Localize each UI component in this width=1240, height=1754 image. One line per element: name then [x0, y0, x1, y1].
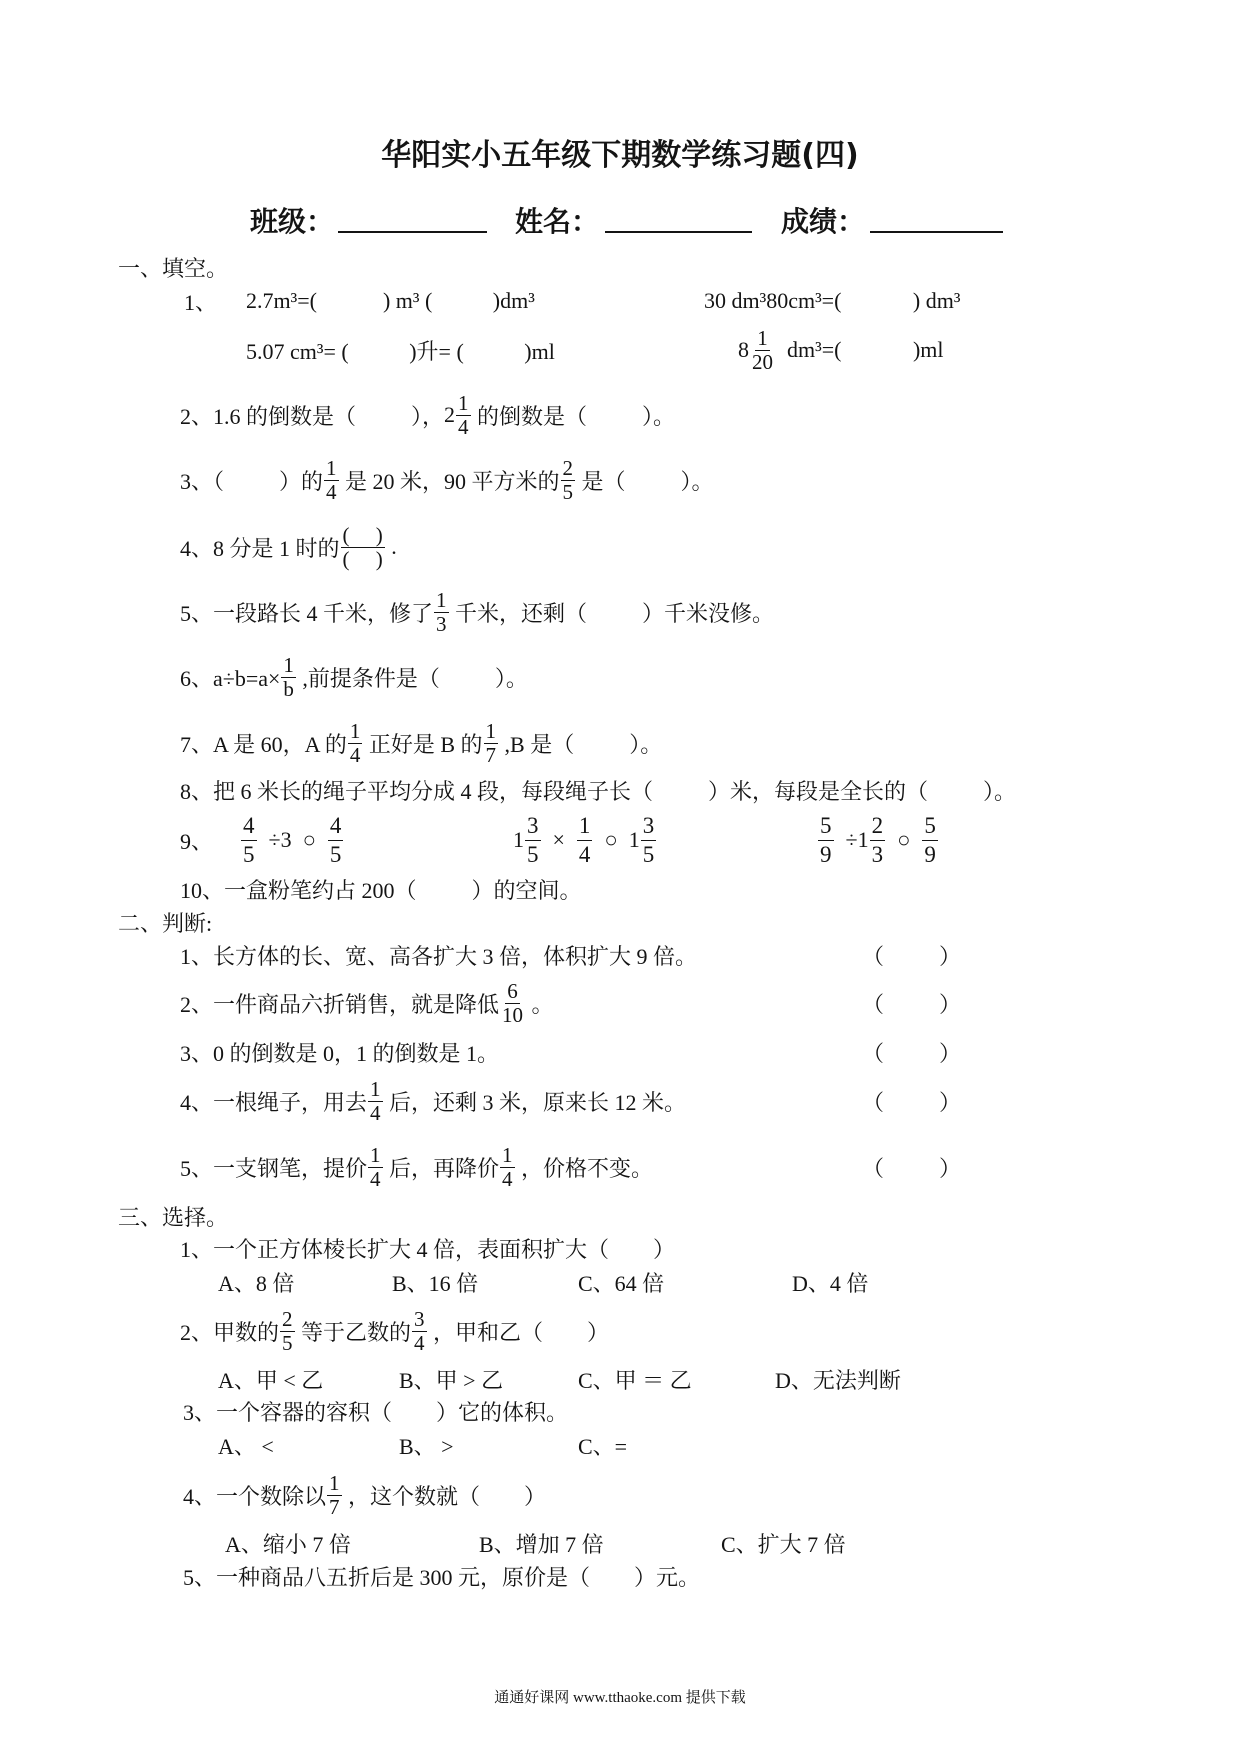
- fraction-numerator: 1: [436, 587, 447, 612]
- judge-question-5: [180, 1137, 653, 1197]
- fraction-numerator: 1: [283, 652, 294, 677]
- fraction: [368, 1142, 383, 1191]
- choice-2-option-c: C、甲 ＝ 乙: [578, 1367, 692, 1393]
- choice-1-option-a: A、8 倍: [218, 1270, 295, 1296]
- fraction: [434, 587, 449, 636]
- text-run: 2、甲数的: [180, 1319, 280, 1345]
- text-run: 1、一个正方体棱长扩大 4 倍，表面积扩大（ ）: [180, 1236, 676, 1262]
- choice-1-option-b: B、16 倍: [392, 1270, 479, 1296]
- fraction-denominator: 4: [349, 742, 361, 767]
- text-run: 是（ ）。: [576, 468, 714, 494]
- fill-q1-row2-right: [738, 320, 944, 380]
- text-run: 3、（ ）的: [180, 468, 324, 494]
- text-run: ○: [886, 827, 922, 852]
- text-run: 是 20 米，90 平方米的: [339, 468, 560, 494]
- text-run: ÷: [834, 827, 858, 852]
- fraction-numerator: 2: [562, 455, 574, 480]
- fraction-numerator: 2: [870, 813, 886, 841]
- fraction-numerator: 4: [328, 813, 344, 841]
- fill-question-3: [180, 450, 714, 510]
- fraction: [561, 455, 576, 504]
- fraction: [281, 652, 296, 701]
- fraction: [324, 455, 339, 504]
- mixed-number-whole: 8: [738, 337, 749, 362]
- fraction-numerator: 3: [641, 813, 657, 841]
- text-run: 5、一段路长 4 千米，修了: [180, 600, 434, 626]
- fraction-denominator: 10: [502, 1002, 524, 1027]
- fraction-numerator: 1: [370, 1142, 381, 1167]
- fraction-numerator: 1: [485, 718, 497, 743]
- fraction-denominator: 5: [527, 841, 539, 867]
- fill-question-6: [180, 647, 528, 707]
- fraction-numerator: 1: [757, 325, 768, 350]
- judge-question-4: [180, 1071, 686, 1131]
- fill-q9-compare-c: [817, 810, 939, 870]
- fraction-denominator: 3: [871, 841, 884, 867]
- text-run: 30 dm³80cm³=( ) dm³: [704, 288, 961, 313]
- text-run: ×: [541, 827, 576, 852]
- fill-question-10: [180, 859, 582, 919]
- fill-question-2: [180, 385, 675, 445]
- fraction: [500, 978, 525, 1027]
- fraction-denominator: 3: [436, 611, 447, 636]
- mixed-number: [858, 813, 887, 868]
- text-run: ，这个数就（ ）: [342, 1483, 547, 1509]
- fraction-numerator: 1: [349, 718, 361, 743]
- name-label: 姓名：: [515, 205, 600, 238]
- fraction-denominator: 5: [282, 1330, 293, 1355]
- choice-4-option-b: B、增加 7 倍: [479, 1531, 604, 1557]
- fraction-denominator: 4: [458, 414, 469, 439]
- text-run: 10、一盒粉笔约占 200（ ）的空间。: [180, 877, 582, 903]
- text-run: 后，还剩 3 米，原来长 12 米。: [383, 1089, 687, 1115]
- fraction: [818, 813, 834, 868]
- fraction-denominator: 9: [924, 841, 936, 867]
- fraction-numerator: 6: [507, 978, 518, 1003]
- judge-answer-blank-1: （ ）: [862, 943, 962, 969]
- fraction-numerator: ( ): [342, 522, 383, 547]
- choice-3-option-c: C、=: [578, 1433, 628, 1459]
- text-run: 正好是 B 的: [363, 731, 483, 757]
- text-run: 。: [526, 991, 554, 1017]
- fraction-denominator: 5: [243, 841, 255, 867]
- fraction-numerator: 1: [577, 813, 593, 841]
- fraction-denominator: b: [283, 676, 294, 701]
- fraction-denominator: 4: [578, 841, 591, 867]
- name-blank-line: [605, 231, 752, 233]
- fraction-numerator: 1: [458, 390, 469, 415]
- section-heading-judge: 二、判断:: [118, 910, 213, 936]
- mixed-number: [629, 813, 658, 868]
- choice-4-option-a: A、缩小 7 倍: [225, 1531, 351, 1557]
- score-blank-line: [870, 231, 1003, 233]
- text-run: ，价格不变。: [515, 1155, 654, 1181]
- choice-2-option-b: B、甲 > 乙: [399, 1367, 504, 1393]
- text-run: 2.7m³=( ) m³ ( )dm³: [246, 288, 535, 313]
- mixed-number-whole: 1: [857, 827, 869, 852]
- fraction-numerator: 2: [282, 1306, 293, 1331]
- fraction-denominator: 4: [414, 1330, 425, 1355]
- fraction: [750, 325, 775, 374]
- choice-4-option-c: C、扩大 7 倍: [721, 1531, 846, 1557]
- text-run: 的倒数是（ ）。: [471, 403, 676, 429]
- fraction-numerator: 5: [922, 813, 938, 841]
- fraction-numerator: 3: [414, 1306, 425, 1331]
- fraction: [327, 1470, 342, 1519]
- text-run: 8、把 6 米长的绳子平均分成 4 段，每段绳子长（ ）米，每段是全长的（ ）。: [180, 778, 1017, 804]
- fraction: [500, 1142, 515, 1191]
- score-label: 成绩：: [781, 205, 866, 238]
- fraction: [641, 813, 657, 868]
- fraction: [368, 1076, 383, 1125]
- fraction: [341, 522, 385, 571]
- text-run: 3、一个容器的容积（ ）它的体积。: [183, 1399, 569, 1425]
- mixed-number-whole: 1: [628, 827, 640, 852]
- fraction-denominator: 4: [370, 1166, 381, 1191]
- fill-q1-number: 1、: [184, 289, 218, 315]
- page-footer: 通通好课网 www.tthaoke.com 提供下载: [494, 1689, 746, 1706]
- mixed-number-whole: 1: [513, 827, 524, 852]
- fraction-denominator: 5: [642, 841, 655, 867]
- fraction-numerator: 1: [329, 1470, 340, 1495]
- fraction-denominator: 7: [329, 1494, 340, 1519]
- fraction-numerator: 3: [525, 813, 541, 841]
- fraction-denominator: 7: [485, 742, 497, 767]
- text-run: 4、一个数除以: [183, 1483, 327, 1509]
- fraction-denominator: 20: [752, 349, 773, 374]
- fraction: [412, 1306, 427, 1355]
- text-run: ，甲和乙（ ）: [427, 1319, 610, 1345]
- fill-q1-row2-left: [246, 320, 555, 380]
- text-run: 3、0 的倒数是 0，1 的倒数是 1。: [180, 1040, 500, 1066]
- section-heading-fill: 一、填空。: [118, 255, 229, 281]
- text-run: 后，再降价: [383, 1155, 500, 1181]
- text-run: 1、长方体的长、宽、高各扩大 3 倍，体积扩大 9 倍。: [180, 943, 698, 969]
- choice-3-option-a: A、 <: [218, 1433, 274, 1459]
- fill-question-5: [180, 582, 774, 642]
- text-run: 5.07 cm³= ( )升= ( )ml: [246, 338, 555, 364]
- fraction-denominator: 4: [370, 1100, 381, 1125]
- fill-question-4: [180, 517, 397, 577]
- judge-answer-blank-4: （ ）: [862, 1089, 962, 1115]
- text-run: ○: [593, 827, 629, 852]
- fraction-denominator: 5: [329, 841, 342, 867]
- judge-answer-blank-3: （ ）: [862, 1040, 962, 1066]
- fraction: [484, 718, 499, 767]
- fraction: [280, 1306, 295, 1355]
- choice-3-option-b: B、 >: [399, 1433, 454, 1459]
- fraction-numerator: 4: [241, 813, 257, 841]
- fraction-denominator: ( ): [342, 546, 383, 571]
- text-run: ,B 是（ ）。: [499, 731, 663, 757]
- fraction-denominator: 4: [502, 1166, 513, 1191]
- fraction-numerator: 1: [502, 1142, 513, 1167]
- fraction-numerator: 5: [818, 813, 834, 841]
- text-run: 2、一件商品六折销售，就是降低: [180, 991, 500, 1017]
- choice-1-option-c: C、64 倍: [578, 1270, 665, 1296]
- judge-answer-blank-2: （ ）: [862, 991, 962, 1017]
- text-run: ,前提条件是（ ）。: [296, 665, 528, 691]
- text-run: 5、一种商品八五折后是 300 元，原价是（ ）元。: [183, 1564, 701, 1590]
- class-blank-line: [338, 231, 487, 233]
- fraction-numerator: 1: [326, 455, 337, 480]
- fraction: [456, 390, 471, 439]
- choice-question-5: [183, 1546, 700, 1606]
- section-heading-choice: 三、选择。: [118, 1204, 229, 1230]
- choice-2-option-a: A、甲 < 乙: [218, 1367, 324, 1393]
- text-run: 等于乙数的: [295, 1319, 412, 1345]
- mixed-number: [444, 390, 472, 439]
- text-run: 4、一根绳子，用去: [180, 1089, 368, 1115]
- class-label: 班级：: [250, 205, 335, 238]
- fraction-numerator: 1: [370, 1076, 381, 1101]
- fraction-denominator: 5: [562, 479, 574, 504]
- text-run: 7、A 是 60，A 的: [180, 731, 347, 757]
- choice-2-option-d: D、无法判断: [775, 1367, 901, 1393]
- text-run: ÷3 ○: [257, 827, 327, 852]
- text-run: 6、a÷b=a×: [180, 665, 281, 691]
- fraction: [348, 718, 363, 767]
- text-run: dm³=( )ml: [776, 337, 944, 362]
- text-run: 2、1.6 的倒数是（ ），: [180, 403, 445, 429]
- fraction-denominator: 4: [326, 479, 337, 504]
- judge-answer-blank-5: （ ）: [862, 1155, 962, 1181]
- text-run: 4、8 分是 1 时的: [180, 535, 340, 561]
- worksheet-title: 华阳实小五年级下期数学练习题(四): [381, 138, 859, 173]
- text-run: 5、一支钢笔，提价: [180, 1155, 368, 1181]
- text-run: 千米，还剩（ ）千米没修。: [449, 600, 775, 626]
- fill-q9-number: 9、: [180, 828, 214, 854]
- fraction: [870, 813, 886, 868]
- mixed-number-whole: 2: [444, 402, 456, 427]
- fraction-denominator: 9: [820, 841, 832, 867]
- text-run: .: [385, 534, 397, 559]
- mixed-number: [738, 325, 776, 374]
- choice-1-option-d: D、4 倍: [792, 1270, 869, 1296]
- fraction: [922, 813, 938, 868]
